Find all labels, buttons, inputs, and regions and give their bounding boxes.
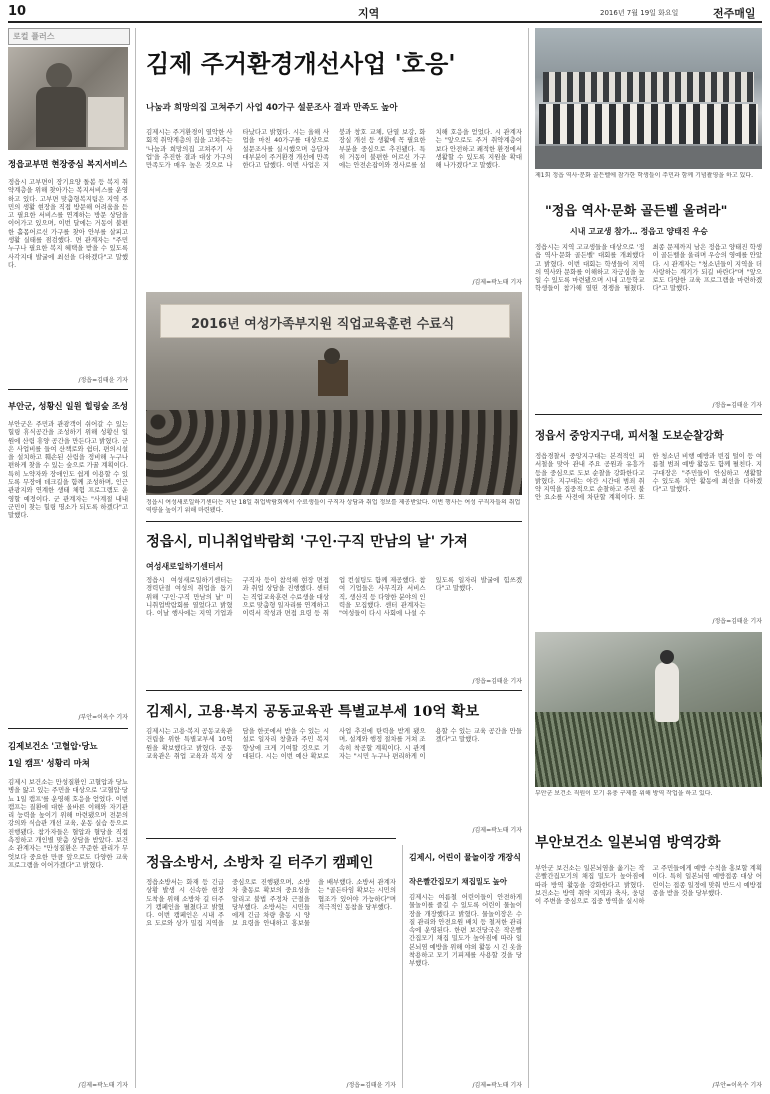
side-label-text: 로컬 플러스 bbox=[13, 32, 55, 41]
worker bbox=[655, 662, 679, 722]
left-story1-headline: 정읍교부면 현장중심 복지서비스 bbox=[8, 159, 128, 169]
fair-body: 정읍시 여성새로일하기센터는 경력단절 여성의 취업을 돕기 위해 '구인·구직 만남의 날' 미니취업박람회를 열었다고 밝혔다. 이날 행사에는 지역 기업과 구직자 등이 참석해 현장 면접과 취업 상담을 진행했다. 센터는 직업교육훈련 수료생을 대상으로 맞춤형 일자리를 연계하고 이력서 작성과 면접 요령 등 취업 컨설팅도 함께 제공했다. 참여 기업들은 사무직과 서비스직, 생산직 등 다양한 분야의 인력을 모집했다. 센터 관계자는 "여성들이 다시 사회에 나설 수 있도록 일자리 발굴에 힘쓰겠다"고 말했다. bbox=[146, 576, 522, 618]
group-row-2 bbox=[539, 104, 758, 144]
edu-headline: 김제시, 고용·복지 공동교육관 특별교부세 10억 확보 bbox=[146, 703, 480, 720]
fair-headline: 정읍시, 미니취업박람회 '구인·구직 만남의 날' 가져 bbox=[146, 533, 468, 550]
buan-byline: /부안=이옥수 기자 bbox=[712, 1082, 762, 1089]
center-photo-caption: 정읍시 여성새로일하기센터는 지난 18일 취업박람회에서 수료생들이 구직자 상담과 취업 정보를 제공받았다. 이번 행사는 여성 구직자들의 취업 역량을 높이기 위해 마련됐다. bbox=[146, 499, 521, 514]
side-label bbox=[8, 28, 130, 45]
patrol-body: 정읍경찰서 중앙지구대는 본격적인 피서철을 맞아 관내 주요 공원과 유흥가 등을 중심으로 도보 순찰을 강화한다고 밝혔다. 지구대는 야간 시간대 범죄 취약 지역을 집중적으로 순찰하고 주민 불안 요소를 사전에 차단할 계획이다. 또한 청소년 비행 예방과 빈집 털이 등 여름철 범죄 예방 활동도 함께 펼친다. 지구대장은 "주민들이 안심하고 생활할 수 있도록 치안 활동에 최선을 다하겠다"고 말했다. bbox=[535, 452, 762, 502]
right-photo bbox=[535, 28, 762, 169]
patrol-headline: 정읍서 중앙지구대, 피서철 도보순찰강화 bbox=[535, 430, 724, 442]
left-story2-body: 부안군은 주민과 관광객이 쉬어갈 수 있는 힐링 휴식공간을 조성하기 위해 성황신 일원에 산림 휴양 공간을 만든다고 밝혔다. 군은 사업비를 들여 산책로와 쉼터, 편의시설을 설치하고 훼손된 산림을 정비해 누구나 편하게 찾을 수 있는 숲으로 가꿀 계획이다. 특히 노약자와 장애인도 쉽게 이용할 수 있도록 무장애 데크길을 함께 조성하며, 인근 관광지와 연계한 생태 체험 프로그램도 운영할 예정이다. 군 관계자는 "사계절 내내 군민이 찾는 힐링 명소가 되도록 하겠다"고 말했다. bbox=[8, 420, 128, 520]
buan-body: 부안군 보건소는 일본뇌염을 옮기는 작은빨간집모기의 채집 밀도가 높아짐에 따라 방역 활동을 강화한다고 밝혔다. 보건소는 방역 취약 지역과 축사, 웅덩이 주변을 중심으로 집중 방역을 실시하고 주민들에게 예방 수칙을 홍보할 계획이다. 특히 일본뇌염 예방접종 대상 어린이는 접종 일정에 맞춰 반드시 예방접종을 받을 것을 당부했다. bbox=[535, 864, 762, 906]
left-story2-byline: /부안=이옥수 기자 bbox=[78, 714, 128, 721]
page-number: 10 bbox=[8, 4, 27, 19]
paper-name: 전주매일 bbox=[713, 7, 756, 20]
left-photo bbox=[8, 47, 128, 150]
kids-byline: /김제=곽노태 기자 bbox=[472, 1082, 522, 1089]
goldenbell-byline: /정읍=김태윤 기자 bbox=[712, 402, 762, 409]
right-photo-caption: 제1회 정읍 역사·문화 골든벨에 참가한 학생들이 주민과 함께 기념촬영을 하고 있다. bbox=[535, 172, 753, 179]
left-story3-byline: /김제=곽노태 기자 bbox=[78, 1082, 128, 1089]
column-separator-right bbox=[528, 28, 529, 1088]
kids-headline: 김제시, 어린이 물놀이장 개장식 bbox=[409, 853, 521, 862]
goldenbell-headline: "정읍 역사·문화 골든벨 울려라" bbox=[545, 204, 728, 219]
left-divider-2 bbox=[8, 728, 128, 729]
left-story1-byline: /정읍=김태윤 기자 bbox=[78, 377, 128, 384]
podium bbox=[318, 360, 348, 396]
left-story3-headline-line2: 1일 캠프' 성황리 마쳐 bbox=[8, 758, 90, 768]
fire-body: 정읍소방서는 화재 등 긴급 상황 발생 시 신속한 현장 도착을 위해 소방차 길 터주기 캠페인을 펼쳤다고 밝혔다. 이번 캠페인은 시내 주요 도로와 상가 밀집 지역을 중심으로 진행됐으며, 소방차 출동로 확보의 중요성을 알리고 불법 주정차 근절을 당부했다. 소방서는 시민들에게 긴급 차량 출동 시 양보 요령을 안내하고 홍보물을 배부했다. 소방서 관계자는 "골든타임 확보는 시민의 협조가 있어야 가능하다"며 적극적인 동참을 당부했다. bbox=[146, 878, 396, 928]
edu-byline: /김제=곽노태 기자 bbox=[472, 827, 522, 834]
lead-body: 김제시는 주거환경이 열악한 사회적 취약계층의 집을 고쳐주는 '나눔과 희망의집 고쳐주기 사업'을 추진한 결과 대상 가구의 만족도가 매우 높은 것으로 나타났다고 밝혔다. 시는 올해 사업을 마친 40가구를 대상으로 설문조사를 실시했으며 응답자 대부분이 주거환경 개선에 만족한다고 답했다. 이번 사업은 지붕과 창호 교체, 단열 보강, 화장실 개선 등 생활에 꼭 필요한 부분을 중심으로 추진됐다. 특히 거동이 불편한 어르신 가구에는 안전손잡이와 경사로를 설치해 호응을 얻었다. 시 관계자는 "앞으로도 주거 취약계층이 보다 안전하고 쾌적한 환경에서 생활할 수 있도록 지원을 확대해 나가겠다"고 말했다. bbox=[146, 128, 522, 170]
kids-subhead: 작은빨간집모기 채집밀도 높아 bbox=[409, 877, 507, 886]
patrol-byline: /정읍=김태윤 기자 bbox=[712, 618, 762, 625]
left-story1-body: 정읍시 고부면이 장기요양 돌봄 등 복지 취약계층을 위해 찾아가는 복지서비스를 운영하고 있다. 고부면 맞춤형복지팀은 지역 주민의 생활 현장을 직접 방문해 어려움을 듣고 필요한 서비스를 연계하는 방문 상담을 이어가고 있으며, 이번 달에는 거동이 불편한 홀몸어르신 가구를 찾아 안부를 살피고 생활 실태를 점검했다. 면 관계자는 "주민 누구나 필요한 복지 혜택을 받을 수 있도록 사각지대 발굴에 최선을 다하겠다"고 말했다. bbox=[8, 178, 128, 269]
fire-byline: /정읍=김태윤 기자 bbox=[346, 1082, 396, 1089]
grass bbox=[535, 712, 762, 787]
buan-headline: 부안보건소 일본뇌염 방역강화 bbox=[535, 835, 721, 851]
column-separator-left bbox=[135, 28, 136, 1088]
issue-date: 2016년 7월 19일 화요일 bbox=[600, 9, 679, 17]
kids-body: 김제시는 여름철 어린이들이 안전하게 물놀이를 즐길 수 있도록 어린이 물놀이장을 개장했다고 밝혔다. 물놀이장은 수질 관리와 안전요원 배치 등 철저한 관리 속에 운영된다. 한편 보건당국은 작은빨간집모기 채집 밀도가 높아짐에 따라 일본뇌염 예방을 위해 야외 활동 시 긴 옷을 착용하고 모기 기피제를 사용할 것을 당부했다. bbox=[409, 893, 522, 968]
patrol-top-rule bbox=[535, 414, 762, 415]
edu-body: 김제시는 고용·복지 공동교육관 건립을 위한 특별교부세 10억원을 확보했다고 밝혔다. 공동교육관은 취업 교육과 복지 상담을 한곳에서 받을 수 있는 시설로 일자리 창출과 주민 복지 향상에 크게 기여할 것으로 기대된다. 시는 이번 예산 확보로 사업 추진에 탄력을 받게 됐으며, 설계와 행정 절차를 거쳐 조속히 착공할 계획이다. 시 관계자는 "시민 누구나 편리하게 이용할 수 있는 교육 공간을 만들겠다"고 말했다. bbox=[146, 727, 522, 760]
left-story2-headline: 부안군, 성황신 일원 힐링숲 조성 bbox=[8, 401, 128, 411]
masthead bbox=[8, 4, 762, 20]
masthead-rule bbox=[8, 21, 762, 23]
group-row-1 bbox=[543, 72, 754, 102]
edu-top-rule bbox=[146, 690, 522, 691]
left-divider-1 bbox=[8, 389, 128, 390]
fair-subhead: 여성새로일하기센터서 bbox=[146, 562, 224, 571]
fair-top-rule bbox=[146, 521, 522, 522]
lead-byline: /김제=곽노태 기자 bbox=[472, 279, 522, 286]
center-photo bbox=[146, 292, 522, 495]
fire-top-rule bbox=[146, 838, 396, 839]
banner-title: 2016년 여성가족부지원 직업교육훈련 수료식 bbox=[191, 317, 455, 332]
left-story3-headline: 김제보건소 '고혈압·당뇨 bbox=[8, 741, 98, 751]
section-title: 지역 bbox=[358, 7, 380, 20]
lead-headline: 김제 주거환경개선사업 '호응' bbox=[146, 49, 456, 78]
goldenbell-body: 정읍시는 지역 고교생들을 대상으로 '정읍 역사·문화 골든벨' 대회를 개최했다고 밝혔다. 이번 대회는 학생들이 지역의 역사와 문화를 이해하고 자긍심을 높일 수 있도록 마련됐으며 시내 고등학교 학생들이 참가해 열띤 경쟁을 펼쳤다. 최종 문제까지 남은 정읍고 양태진 학생이 골든벨을 울리며 우승의 영예를 안았다. 시 관계자는 "청소년들이 지역을 더 사랑하는 계기가 되길 바란다"며 "앞으로도 다양한 교육 프로그램을 마련하겠다"고 말했다. bbox=[535, 243, 762, 293]
fair-byline: /정읍=김태윤 기자 bbox=[472, 678, 522, 685]
column-separator-fire bbox=[402, 845, 403, 1088]
fire-headline: 정읍소방서, 소방차 길 터주기 캠페인 bbox=[146, 855, 374, 871]
banner bbox=[160, 304, 510, 338]
right-photo-2-caption: 부안군 보건소 직원이 모기 유충 구제를 위해 방역 작업을 하고 있다. bbox=[535, 790, 713, 797]
lead-subhead: 나눔과 희망의집 고쳐주기 사업 40가구 설문조사 결과 만족도 높아 bbox=[146, 103, 398, 113]
goldenbell-subhead: 시내 고교생 참가… 정읍고 양태진 우승 bbox=[570, 227, 708, 236]
right-photo-2 bbox=[535, 632, 762, 787]
left-story3-body: 김제시 보건소는 만성질환인 고혈압과 당뇨병을 앓고 있는 주민을 대상으로 '고혈압·당뇨 1일 캠프'를 운영해 호응을 얻었다. 이번 캠프는 질환에 대한 올바른 이해와 자기관리 능력을 높이기 위해 마련됐으며 전문의 강의와 식습관 개선 교육, 운동 실습 등으로 진행됐다. 참가자들은 혈압과 혈당을 직접 측정하고 개인별 맞춤 상담을 받았다. 보건소 관계자는 "만성질환은 꾸준한 관리가 무엇보다 중요한 만큼 앞으로도 다양한 교육 프로그램을 이어가겠다"고 밝혔다. bbox=[8, 778, 128, 869]
audience bbox=[146, 410, 522, 495]
